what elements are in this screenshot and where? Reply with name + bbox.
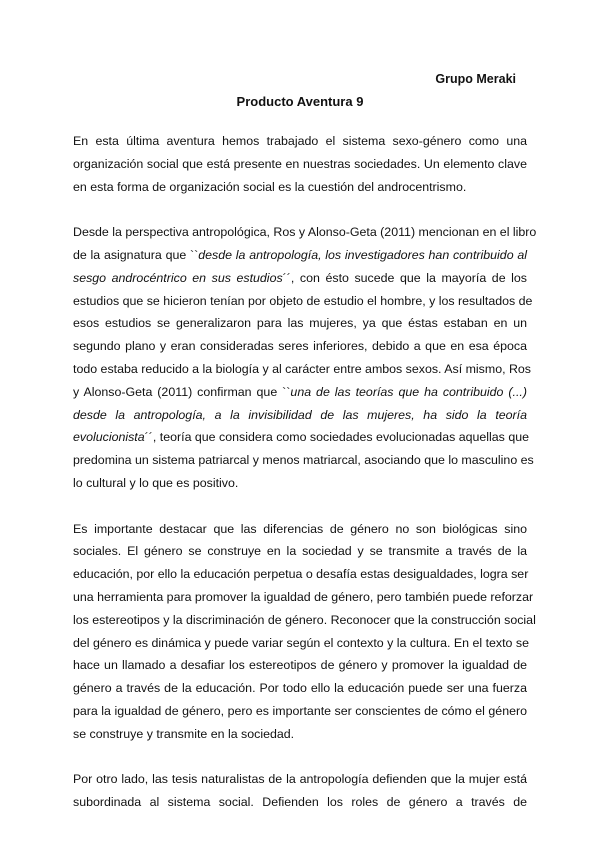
paragraph [73, 768, 527, 814]
text-line [73, 518, 527, 541]
text-line [73, 472, 527, 495]
text-run: esos estudios se generalizaron para las mujeres, ya que éstas estaban en un [73, 316, 527, 331]
text-run: género a través de la educación. Por todo ello la educación puede ser una fuerza [73, 681, 527, 696]
text-line [73, 609, 536, 632]
text-run: y Alonso-Geta (2011) confirman que `` [73, 384, 291, 399]
text-run: se construye y transmite en la sociedad. [73, 726, 295, 741]
paragraph [73, 221, 537, 495]
group-name: Grupo Meraki [435, 72, 516, 86]
text-line [73, 791, 527, 814]
text-run: predomina un sistema patriarcal y menos matriarcal, asociando que lo masculino es [73, 453, 534, 468]
text-line [73, 632, 527, 655]
text-run: En esta última aventura hemos trabajado el sistema sexo-género como una [73, 134, 527, 148]
text-line [73, 290, 533, 313]
text-run: una herramienta para promover la igualdad de género, pero también puede reforzar [73, 589, 534, 604]
document-body [73, 130, 537, 837]
text-line [73, 244, 527, 267]
text-run: educación, por ello la educación perpetua o desafía estas desigualdades, logra ser [73, 567, 529, 582]
text-line [73, 677, 527, 700]
paragraph [73, 130, 527, 198]
text-line [73, 221, 537, 244]
text-line [73, 426, 527, 449]
text-line [73, 654, 527, 677]
text-run: en esta forma de organización social es la cuestión del androcentrismo. [73, 179, 467, 194]
quoted-text: una de las teorías que ha contribuido (...) [290, 384, 527, 399]
text-run: organización social que está presente en nuestras sociedades. Un elemento clave [73, 156, 527, 171]
text-line [73, 723, 527, 746]
text-line [73, 176, 527, 199]
text-run: de la asignatura que `` [73, 247, 199, 262]
quoted-text: desde la antropología, los investigadores han contribuido al [198, 247, 527, 262]
text-run: para la igualdad de género, pero es importante ser conscientes de cómo el género [73, 703, 527, 718]
text-line [73, 768, 527, 791]
quoted-text: evolucionista [73, 430, 145, 445]
paragraph [73, 518, 536, 746]
text-line [73, 540, 527, 563]
text-line [73, 449, 534, 472]
text-run: los estereotipos y la discriminación de género. Reconocer que la construcción social [73, 612, 536, 627]
text-run: sociales. El género se construye en la sociedad y se transmite a través de la [73, 544, 527, 559]
quoted-text: sesgo androcéntrico en sus estudios [73, 270, 283, 285]
text-run: estudios que se hicieron tenían por objeto de estudio el hombre, y los resultados de [73, 293, 533, 308]
text-line [73, 153, 527, 176]
text-line [73, 700, 527, 723]
text-line [73, 404, 527, 427]
text-line [73, 335, 527, 358]
text-line [73, 586, 534, 609]
text-run: segundo plano y eran consideradas seres inferiores, debido a que en esa época [73, 339, 527, 354]
text-line [73, 130, 527, 153]
text-run: Por otro lado, las tesis naturalistas de la antropología defienden que la mujer está [73, 772, 527, 787]
document-title: Producto Aventura 9 [236, 94, 364, 109]
text-run: hace un llamado a desafiar los estereotipos de género y promover la igualdad de [73, 658, 527, 673]
text-run: del género es dinámica y puede variar según el contexto y la cultura. En el texto se [73, 635, 529, 650]
text-run: todo estaba reducido a la biología y al carácter entre ambos sexos. Así mismo, Ros [73, 361, 531, 376]
text-run: ´´, con ésto sucede que la mayoría de los [282, 270, 527, 285]
text-run: Es importante destacar que las diferencias de género no son biológicas sino [73, 521, 527, 536]
text-run: Desde la perspectiva antropológica, Ros y Alonso-Geta (2011) mencionan en el libro [73, 225, 537, 240]
text-run: lo cultural y lo que es positivo. [73, 475, 239, 490]
text-line [73, 267, 527, 290]
text-line [73, 381, 527, 404]
text-run: ´´, teoría que considera como sociedades evolucionadas aquellas que [144, 430, 529, 445]
text-line [73, 563, 527, 586]
quoted-text: desde la antropología, a la invisibilidad de las mujeres, ha sido la teoría [73, 407, 527, 422]
text-run: subordinada al sistema social. Defienden los roles de género a través de [73, 795, 527, 810]
text-line [73, 312, 527, 335]
text-line [73, 358, 531, 381]
